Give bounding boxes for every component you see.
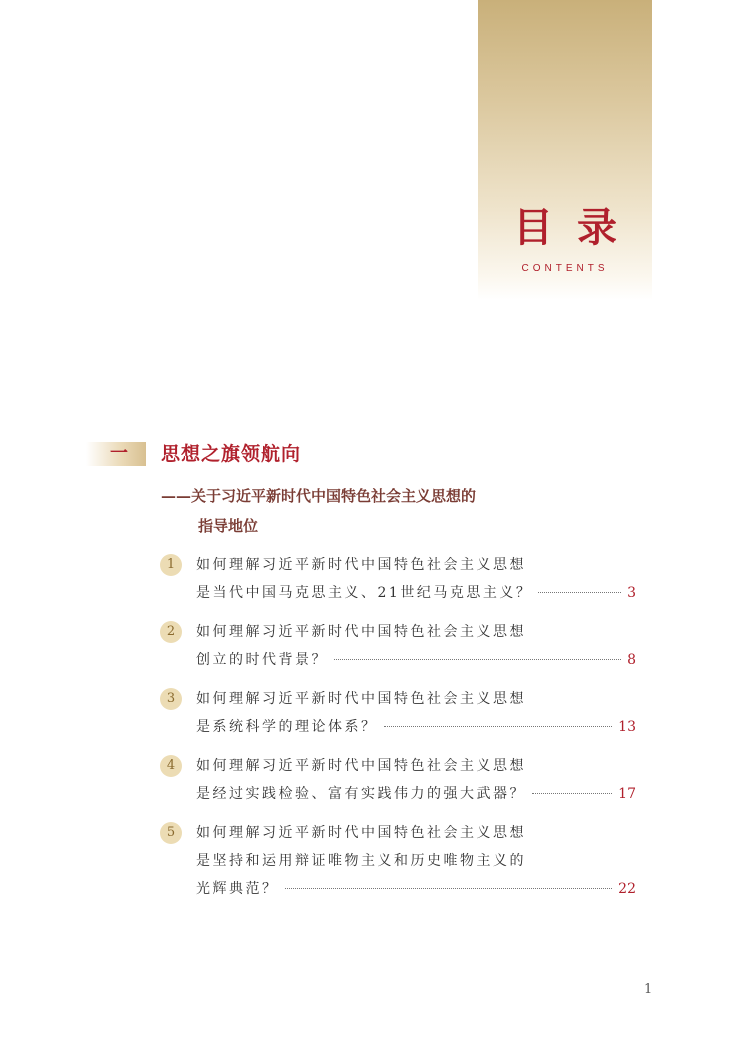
entry-line2: 是经过实践检验、富有实践伟力的强大武器？ bbox=[196, 786, 526, 802]
entry-line1: 如何理解习近平新时代中国特色社会主义思想 bbox=[196, 825, 526, 841]
page-title: 目录 bbox=[513, 204, 641, 251]
toc-entry[interactable] bbox=[160, 552, 636, 608]
leader-dots bbox=[384, 726, 613, 727]
page-number: 1 bbox=[644, 982, 653, 997]
entry-line2: 是坚持和运用辩证唯物主义和历史唯物主义的 bbox=[196, 853, 526, 869]
toc-entry[interactable] bbox=[160, 753, 636, 809]
entry-number-badge: 4 bbox=[160, 755, 182, 777]
toc-entry[interactable] bbox=[160, 686, 636, 742]
leader-dots bbox=[538, 592, 621, 593]
entry-line1: 如何理解习近平新时代中国特色社会主义思想 bbox=[196, 758, 526, 774]
section-number: 一 bbox=[110, 443, 128, 464]
section-subtitle-line2: 指导地位 bbox=[198, 517, 259, 535]
entry-line1: 如何理解习近平新时代中国特色社会主义思想 bbox=[196, 557, 526, 573]
entry-number-badge: 3 bbox=[160, 688, 182, 710]
title-banner bbox=[478, 0, 652, 300]
entry-line1: 如何理解习近平新时代中国特色社会主义思想 bbox=[196, 624, 526, 640]
leader-dots bbox=[532, 793, 612, 794]
entry-number-badge: 1 bbox=[160, 554, 182, 576]
toc-entry[interactable] bbox=[160, 619, 636, 675]
entry-number-badge: 5 bbox=[160, 822, 182, 844]
section-title[interactable]: 思想之旗领航向 bbox=[161, 443, 302, 465]
leader-dots bbox=[285, 888, 613, 889]
entry-line2: 是系统科学的理论体系？ bbox=[196, 719, 378, 735]
section-subtitle bbox=[161, 481, 621, 541]
entry-page-number: 17 bbox=[618, 786, 636, 802]
page-subtitle: CONTENTS bbox=[521, 263, 609, 274]
entry-number-badge: 2 bbox=[160, 621, 182, 643]
entry-line2: 是当代中国马克思主义、21世纪马克思主义？ bbox=[196, 585, 533, 601]
entry-line3: 光辉典范？ bbox=[196, 881, 279, 897]
section-subtitle-line1: ——关于习近平新时代中国特色社会主义思想的 bbox=[161, 487, 477, 505]
entry-page-number: 22 bbox=[618, 881, 636, 897]
entry-line1: 如何理解习近平新时代中国特色社会主义思想 bbox=[196, 691, 526, 707]
entry-page-number: 8 bbox=[627, 652, 636, 668]
leader-dots bbox=[334, 659, 621, 660]
entry-page-number: 3 bbox=[627, 585, 636, 601]
entry-page-number: 13 bbox=[618, 719, 636, 735]
entry-line2: 创立的时代背景？ bbox=[196, 652, 328, 668]
toc-entry[interactable] bbox=[160, 820, 636, 904]
